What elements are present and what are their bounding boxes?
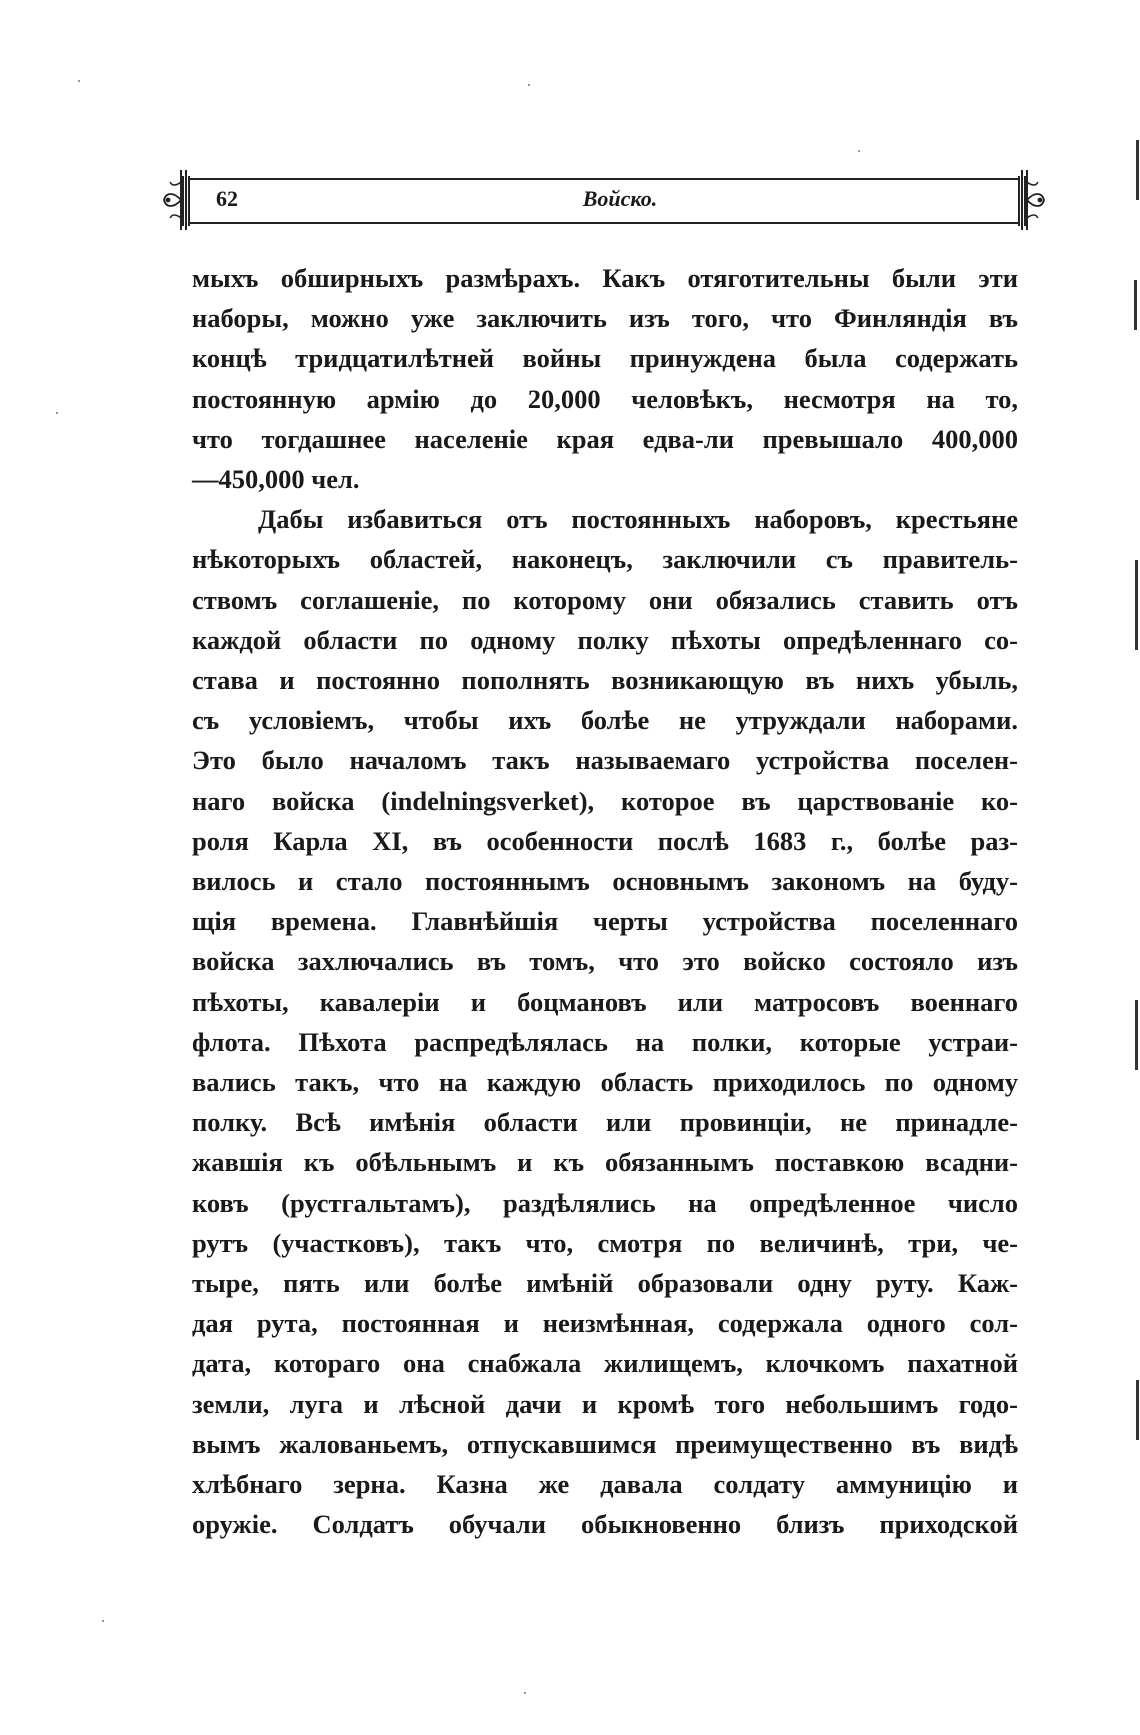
text-line: хлѣбнаго зерна. Казна же давала солдату аммуницію и	[192, 1469, 1018, 1500]
edge-mark	[1135, 1000, 1138, 1070]
scan-speck	[78, 80, 80, 82]
text-line: концѣ тридцатилѣтней войны принуждена была содержать	[192, 343, 1018, 374]
text-line: става и постоянно пополнять возникающую въ нихъ убыль,	[192, 665, 1018, 696]
text-line: жавшія къ обѣльнымъ и къ обязаннымъ поставкою всадни-	[192, 1147, 1018, 1178]
scan-speck	[102, 1620, 104, 1622]
text-line: наго войска (indelningsverket), которое въ царствованіе ко-	[192, 785, 1018, 816]
text-line: наборы, можно уже заключить изъ того, что Финляндія въ	[192, 303, 1018, 334]
text-line: вилось и стало постояннымъ основнымъ закономъ на буду-	[192, 866, 1018, 897]
edge-mark	[1134, 280, 1137, 330]
running-header	[160, 168, 1048, 232]
text-line: войска захлючались въ томъ, что это войско состояло изъ	[192, 946, 1018, 977]
edge-mark	[1136, 140, 1139, 200]
text-line: дая рута, постоянная и неизмѣнная, содержала одного сол-	[192, 1308, 1018, 1339]
text-line: пѣхоты, кавалеріи и боцмановъ или матросовъ военнаго	[192, 986, 1018, 1017]
scan-speck	[858, 150, 860, 152]
edge-mark	[1136, 1380, 1139, 1440]
text-line: —450,000 чел.	[192, 464, 360, 495]
text-line: дата, котораго она снабжала жилищемъ, клочкомъ пахатной	[192, 1348, 1018, 1379]
running-title: Войско.	[582, 186, 658, 211]
edge-mark	[1135, 560, 1138, 650]
text-line: рутъ (участковъ), такъ что, смотря по величинѣ, три, че-	[192, 1227, 1018, 1258]
text-line: нѣкоторыхъ областей, наконецъ, заключили съ правитель-	[192, 544, 1018, 575]
text-line: роля Карла XI, въ особенности послѣ 1683 г., болѣе раз-	[192, 825, 1018, 856]
text-line: постоянную армію до 20,000 человѣкъ, несмотря на то,	[192, 383, 1018, 414]
text-line: щія времена. Главнѣйшія черты устройства поселеннаго	[192, 906, 1018, 937]
text-line: Это было началомъ такъ называемаго устройства поселен-	[192, 745, 1018, 776]
page-number: 62	[216, 186, 238, 211]
text-line: тыре, пять или болѣе имѣній образовали одну руту. Каж-	[192, 1268, 1018, 1299]
text-line: что тогдашнее населеніе края едва-ли превышало 400,000	[192, 423, 1018, 454]
text-line: вымъ жалованьемъ, отпускавшимся преимущественно въ видѣ	[192, 1428, 1018, 1459]
paragraph-main	[192, 499, 1018, 1544]
scan-speck	[524, 1692, 526, 1694]
text-line: вались такъ, что на каждую область приходилось по одному	[192, 1067, 1018, 1098]
text-line: земли, луга и лѣсной дачи и кромѣ того небольшимъ годо-	[192, 1388, 1018, 1419]
text-line: оружіе. Солдатъ обучали обыкновенно близъ приходской	[192, 1509, 1018, 1540]
text-line: съ условіемъ, чтобы ихъ болѣе не утруждали наборами.	[192, 705, 1018, 736]
paragraph-continuation	[192, 258, 1018, 499]
scan-speck	[56, 412, 58, 414]
text-line: ствомъ соглашеніе, по которому они обязались ставить отъ	[192, 584, 1018, 615]
text-line: ковъ (рустгальтамъ), раздѣлялись на опредѣленное число	[192, 1187, 1018, 1218]
text-line: мыхъ обширныхъ размѣрахъ. Какъ отяготительны были эти	[192, 263, 1018, 293]
text-line: каждой области по одному полку пѣхоты опредѣленнаго со-	[192, 624, 1018, 655]
right-ornament-icon	[1018, 168, 1048, 232]
body-text	[192, 258, 1018, 1545]
text-line: Дабы избавиться отъ постоянныхъ наборовъ, крестьяне	[258, 504, 1018, 535]
scan-speck	[528, 84, 530, 86]
text-line: флота. Пѣхота распредѣлялась на полки, которые устраи-	[192, 1026, 1018, 1057]
text-line: полку. Всѣ имѣнія области или провинціи, не принадле-	[192, 1107, 1018, 1138]
